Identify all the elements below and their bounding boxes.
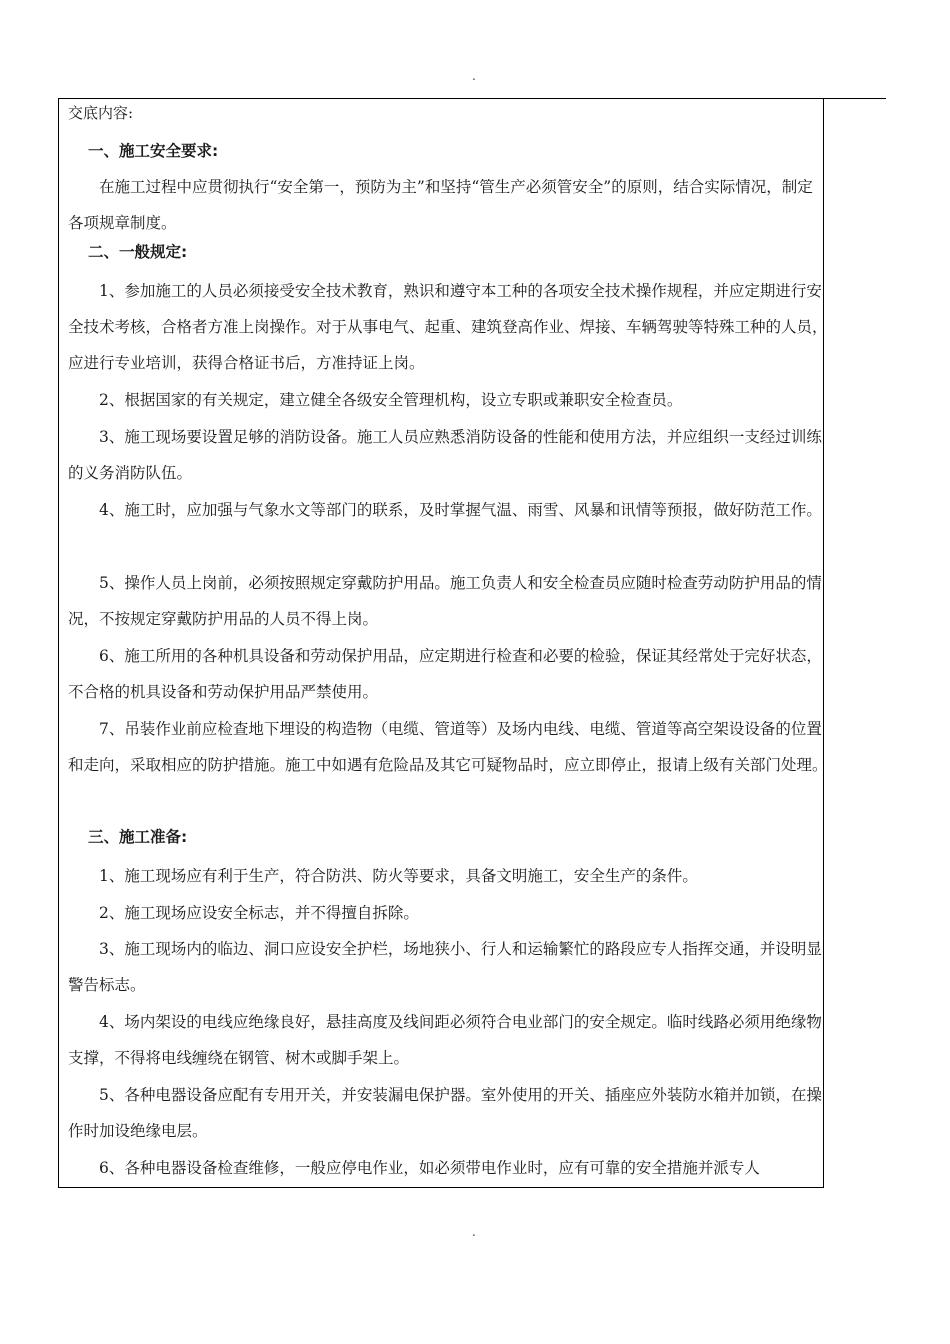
section-3-title: 三、施工准备: xyxy=(88,828,188,846)
section-2-paragraph-1: 1、参加施工的人员必须接受安全技术教育，熟识和遵守本工种的各项安全技术操作规程，并应定期进行安全技术考核，合格者方准上岗操作。对于从事电气、起重、建筑登高作业、焊接、车辆驾驶等特殊工种的人员，应进行专业培训，获得合格证书后，方准持证上岗。 xyxy=(68,282,828,372)
section-2-paragraph-7: 7、吊装作业前应检查地下埋设的构造物（电缆、管道等）及场内电线、电缆、管道等高空架设设备的位置和走向，采取相应的防护措施。施工中如遇有危险品及其它可疑物品时，应立即停止，报请上级有关部门处理。 xyxy=(68,720,828,774)
section-2-title: 二、一般规定: xyxy=(88,243,188,261)
section-2-paragraph-4: 4、施工时，应加强与气象水文等部门的联系，及时掌握气温、雨雪、风暴和讯情等预报，做好防范工作。 xyxy=(99,501,822,519)
footer-dot: . xyxy=(472,1225,476,1239)
section-3-paragraph-1: 1、施工现场应有利于生产，符合防洪、防火等要求，具备文明施工，安全生产的条件。 xyxy=(99,867,698,885)
section-2-paragraph-3: 3、施工现场要设置足够的消防设备。施工人员应熟悉消防设备的性能和使用方法，并应组织一支经过训练的义务消防队伍。 xyxy=(68,428,822,482)
section-3-paragraph-4: 4、场内架设的电线应绝缘良好，悬挂高度及线间距必须符合电业部门的安全规定。临时线路必须用绝缘物支撑，不得将电线缠绕在钢管、树木或脚手架上。 xyxy=(68,1013,822,1067)
section-2-paragraph-2: 2、根据国家的有关规定，建立健全各级安全管理机构，设立专职或兼职安全检查员。 xyxy=(99,391,683,409)
section-3-paragraph-6: 6、各种电器设备检查维修，一般应停电作业，如必须带电作业时，应有可靠的安全措施并派专人 xyxy=(99,1159,760,1177)
section-2-paragraph-5: 5、操作人员上岗前，必须按照规定穿戴防护用品。施工负责人和安全检查员应随时检查劳动防护用品的情况，不按规定穿戴防护用品的人员不得上岗。 xyxy=(68,574,822,628)
section-2-paragraph-6: 6、施工所用的各种机具设备和劳动保护用品，应定期进行检查和必要的检验，保证其经常处于完好状态，不合格的机具设备和劳动保护用品严禁使用。 xyxy=(68,647,822,701)
section-1-title: 一、施工安全要求: xyxy=(88,142,219,160)
disclosure-content-box xyxy=(58,99,828,1188)
box-label: 交底内容: xyxy=(68,104,134,122)
section-3-paragraph-2: 2、施工现场应设安全标志，并不得擅自拆除。 xyxy=(99,904,419,922)
section-3-paragraph-5: 5、各种电器设备应配有专用开关，并安装漏电保护器。室外使用的开关、插座应外装防水箱并加锁，在操作时加设绝缘电层。 xyxy=(68,1086,822,1140)
section-1-paragraph-1: 在施工过程中应贯彻执行“安全第一，预防为主”和坚持“管生产必须管安全”的原则，结合实际情况，制定各项规章制度。 xyxy=(68,178,813,232)
header-dot: . xyxy=(472,69,476,83)
section-3-paragraph-3: 3、施工现场内的临边、洞口应设安全护栏，场地狭小、行人和运输繁忙的路段应专人指挥交通，并设明显警告标志。 xyxy=(68,940,822,994)
